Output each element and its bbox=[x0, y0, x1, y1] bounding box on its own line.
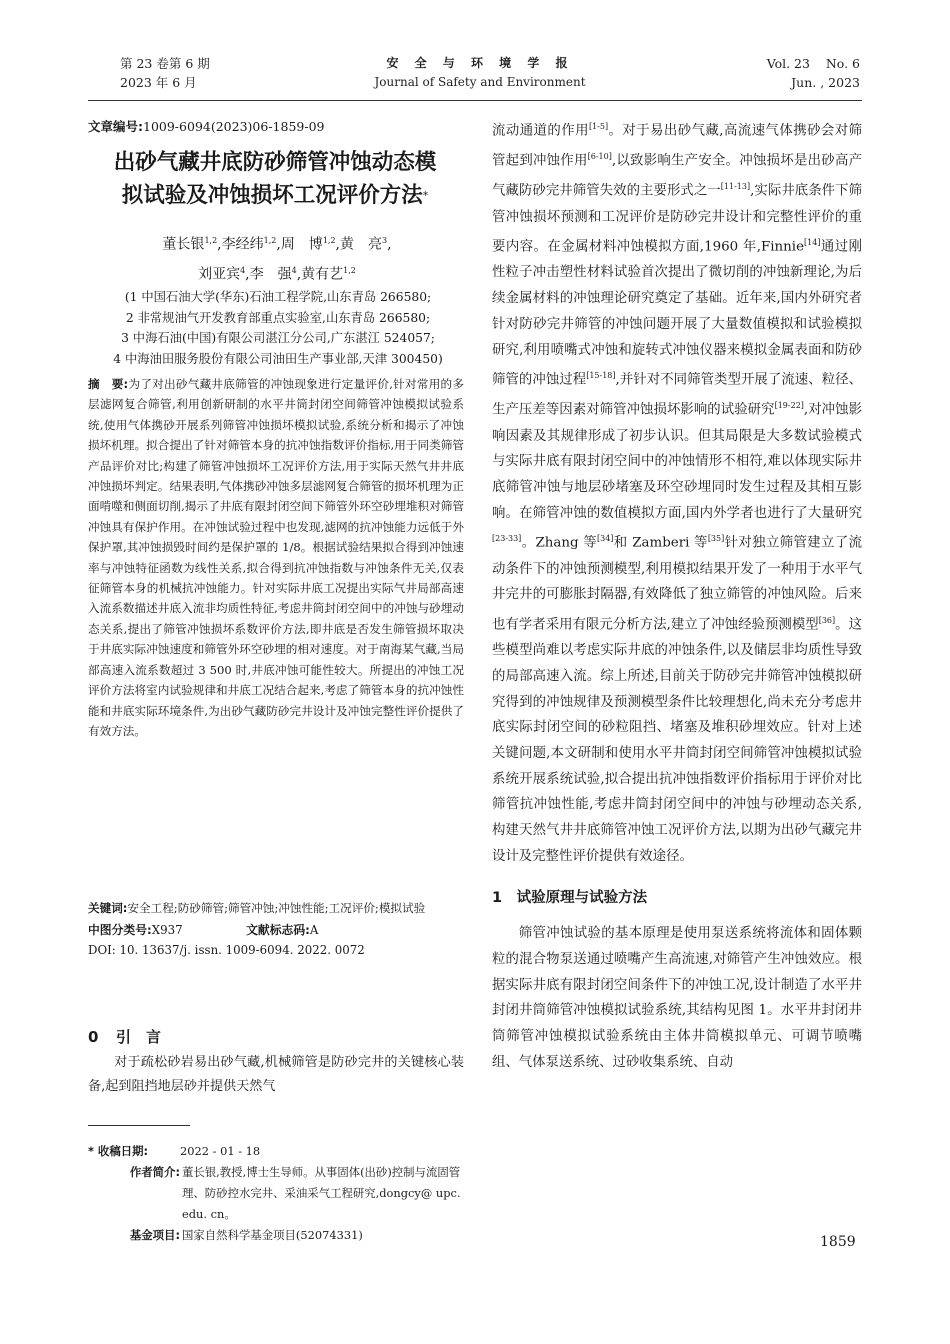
classification-value: X937 bbox=[151, 923, 183, 938]
abstract bbox=[88, 374, 464, 741]
footnote-rule bbox=[88, 1125, 190, 1126]
received-value: 2022 - 01 - 18 bbox=[180, 1144, 261, 1158]
text-run: 。对于易出砂气藏,高流速气体携砂会对筛管起到冲蚀作用 bbox=[492, 123, 863, 169]
author-affil-sup: 3 bbox=[382, 236, 388, 245]
citation-ref: [19-22] bbox=[774, 401, 804, 411]
citation-ref: [6-10] bbox=[587, 152, 612, 162]
affiliation-line: (1 中国石油大学(华东)石油工程学院,山东青岛 266580; bbox=[124, 290, 432, 304]
author-name: 李 强 bbox=[249, 266, 292, 283]
page-number: 1859 bbox=[820, 1234, 856, 1250]
title-footnote-mark: * bbox=[422, 189, 429, 202]
text-run: 。Zhang 等 bbox=[521, 535, 597, 551]
affiliation-line: 4 中海油田服务股份有限公司油田生产事业部,天津 300450) bbox=[113, 351, 443, 366]
doc-code-label: 文献标志码: bbox=[246, 923, 310, 938]
running-header-right bbox=[700, 54, 860, 92]
citation-ref: [14] bbox=[804, 238, 821, 248]
author-list: 董长银$^{1,2}$,李经纬$^{1,2}$,周 博$^{1,2}$,黄 亮$^3$, 刘亚宾$^4$,李 强$^4$,黄有艺$^{1,2}$ bbox=[162, 236, 392, 283]
text-run: 针对独立筛管建立了流动条件下的冲蚀预测模型,利用模拟结果开发了一种用于水平气井完井的可膨胀封隔器,有效降低了独立筛管的冲蚀风险。后来也有学者采用有限元分析方法,建立了冲蚀经验预测模型 bbox=[492, 535, 862, 633]
fund-value: 国家自然科学基金项目(52074331) bbox=[182, 1228, 363, 1242]
affiliation-line: 3 中海石油(中国)有限公司湛江分公司,广东湛江 524057; bbox=[121, 331, 435, 345]
citation-ref: [34] bbox=[597, 534, 614, 544]
running-header-left bbox=[120, 54, 320, 92]
intro-left-column bbox=[88, 1051, 464, 1099]
author-affil-sup: 4 bbox=[291, 265, 297, 275]
text-run: 和 Zamberi 等 bbox=[613, 535, 708, 551]
author-name: 黄 亮 bbox=[340, 236, 382, 253]
author-affil-sup: 1,2 bbox=[343, 265, 356, 275]
article-number bbox=[88, 117, 324, 135]
intro-paragraph: 对于疏松砂岩易出砂气藏,机械筛管是防砂完井的关键核心装备,起到阻挡地层砂并提供天然气 bbox=[88, 1055, 464, 1094]
text-run: 流动通道的作用 bbox=[492, 123, 589, 139]
doi: DOI: 10. 13637/j. issn. 1009-6094. 2022. 0072 bbox=[88, 943, 365, 958]
title-line-2: 拟试验及冲蚀损坏工况评价方法 bbox=[121, 183, 423, 208]
received-label: * 收稿日期: bbox=[88, 1144, 149, 1158]
abstract-label: 摘 要: bbox=[88, 377, 129, 391]
header-journal-cn: 安 全 与 环 境 学 报 bbox=[386, 56, 574, 70]
intro-continuation bbox=[492, 114, 862, 869]
citation-ref: [23-33] bbox=[492, 534, 522, 544]
right-column bbox=[492, 114, 862, 1075]
header-rule bbox=[88, 100, 862, 101]
citation-ref: [1-5] bbox=[588, 122, 609, 131]
abstract-text: 为了对出砂气藏井底筛管的冲蚀现象进行定量评价,针对常用的多层滤网复合筛管,利用创新研制的水平井筒封闭空间筛管冲蚀模拟试验系统,使用气体携砂开展系列筛管冲蚀损坏模拟试验,系统分析和揭示了冲蚀损坏机理。拟合提出了针对筛管本身的抗冲蚀指数评价指标,用于同类筛管产品评价对比;构建了筛管冲蚀损坏工况评价方法,用于实际天然气井井底冲蚀损坏判定。结果表明,气体携砂冲蚀多层滤网复合筛管的损坏机理为正面啃噬和侧面切削,揭示了井底有限封闭空间下筛管外环空砂埋堆积对筛管冲蚀具有保护作用。在冲蚀试验过程中也发现,滤网的抗冲蚀能力远低于外保护罩,其冲蚀损毁时间约是保护罩的 1/8。根据试验结果拟合得到冲蚀速率与冲蚀特征函数为线性关系,拟合得到抗冲蚀指数与冲蚀条件无关,仅表征筛管本身的机械抗冲蚀能力。针对实际井底工况提出实际气井局部高速入流系数描述井底入流非均质性特征,考虑井筒封闭空间中的冲蚀与砂埋动态关系,提出了筛管冲蚀损坏系数评价方法,即井底是否发生筛管损坏取决于井底实际冲蚀速度和筛管外环空砂埋的相对速度。对于南海某气藏,当局部高速入流系数超过 3 500 时,井底冲蚀可能性较大。所提出的冲蚀工况评价方法将室内试验规律和井底工况结合起来,考虑了筛管本身的抗冲蚀性能和井底实际环境条件,为出砂气藏防砂完井设计及冲蚀完整性评价提供了有效方法。 bbox=[88, 377, 465, 738]
section-1-heading: 1 试验原理与试验方法 bbox=[492, 890, 648, 907]
header-date-en: Jun. , 2023 bbox=[791, 75, 860, 90]
text-run: ,并针对不同筛管类型开展了流速、粒径、生产压差等因素对筛管冲蚀损坏影响的试验研究 bbox=[492, 372, 862, 418]
author-name: 黄有艺 bbox=[301, 266, 344, 283]
text-run: ,对冲蚀影响因素及其规律形成了初步认识。但其局限是大多数试验模式与实际井底有限封闭空间中的冲蚀情形不相符,难以体现实际井底筛管冲蚀与地层砂堵塞及环空砂埋同时发生过程及其相互影响。在筛管冲蚀的数值模拟方面,国内外学者也进行了大量研究 bbox=[492, 402, 862, 521]
header-volume-en: Vol. 23 No. 6 bbox=[766, 56, 860, 71]
paper-title bbox=[80, 146, 470, 212]
author-affil-sup: 1,2 bbox=[322, 236, 336, 245]
citation-ref: [36] bbox=[818, 615, 836, 625]
section-0-title: 引 言 bbox=[116, 1028, 162, 1046]
article-number-label: 文章编号: bbox=[88, 119, 143, 134]
section-0-heading bbox=[88, 1026, 161, 1047]
footnotes bbox=[88, 1141, 468, 1246]
text-run: ,实际井底条件下筛管冲蚀损坏预测和工况评价是防砂完井设计和完整性评价的重要内容。在金属材料冲蚀模拟方面,1960 年,Finnie bbox=[492, 183, 862, 255]
doc-code-value: A bbox=[309, 923, 319, 938]
affiliation-line: 2 非常规油气开发教育部重点实验室,山东青岛 266580; bbox=[125, 310, 431, 325]
header-journal-en: Journal of Safety and Environment bbox=[374, 75, 586, 89]
citation-ref: [11-13] bbox=[720, 182, 751, 192]
author-name: 李经纬 bbox=[221, 236, 264, 253]
text-run: ,以致影响生产安全。冲蚀损坏是出砂高产气藏防砂完井筛管失效的主要形式之一 bbox=[492, 153, 862, 199]
fund-label: 基金项目: bbox=[129, 1228, 180, 1242]
header-volume-cn: 第 23 卷第 6 期 bbox=[120, 56, 210, 71]
author-affil-sup: 4 bbox=[240, 265, 246, 275]
author-name: 周 博 bbox=[280, 236, 323, 253]
keywords-text: 安全工程;防砂筛管;筛管冲蚀;冲蚀性能;工况评价;模拟试验 bbox=[127, 901, 426, 915]
author-bio-value: 董长银,教授,博士生导师。从事固体(出砂)控制与流固管理、防砂控水完井、采油采气工程研究,dongcy@ upc. edu. cn。 bbox=[182, 1165, 461, 1221]
citation-ref: [15-18] bbox=[586, 371, 616, 381]
keywords-label: 关键词: bbox=[88, 901, 128, 915]
author-bio-label: 作者简介: bbox=[129, 1165, 180, 1179]
running-header-center bbox=[330, 54, 630, 92]
article-number-value: 1009-6094(2023)06-1859-09 bbox=[143, 119, 325, 134]
author-affil-sup: 1,2 bbox=[263, 236, 277, 245]
citation-ref: [35] bbox=[707, 534, 725, 544]
text-run: 通过刚性粒子冲击塑性材料试验首次提出了微切削的冲蚀新理论,为后续金属材料的冲蚀理论研究奠定了基础。近年来,国内外研究者针对防砂完井筛管的冲蚀问题开展了大量数值模拟和试验模拟研究,利用喷嘴式冲蚀和旋转式冲蚀仪器来模拟金属表面和防砂筛管的冲蚀过程 bbox=[492, 239, 862, 388]
classification-label: 中图分类号: bbox=[88, 923, 152, 938]
section-0-number: 0 bbox=[88, 1028, 99, 1046]
keywords bbox=[88, 898, 464, 960]
author-name: 董长银 bbox=[162, 236, 205, 253]
section-1-paragraph: 筛管冲蚀试验的基本原理是使用泵送系统将流体和固体颗粒的混合物泵送通过喷嘴产生高流速,对筛管产生冲蚀效应。根据实际井底有限封闭空间条件下的冲蚀工况,设计制造了水平井封闭井筒筛管冲蚀模拟试验系统,其结构见图 1。水平井封闭井筒筛管冲蚀模拟试验系统由主体井筒模拟单元、可调节喷嘴组、气体泵送系统、过砂收集系统、自动 bbox=[492, 926, 862, 1070]
text-run: 。这些模型尚难以考虑实际井底的冲蚀条件,以及储层非均质性导致的局部高速入流。综上所述,目前关于防砂完井筛管冲蚀模拟研究得到的冲蚀规律及预测模型条件比较理想化,尚未充分考虑井底实际封闭空间的砂粒阻挡、堵塞及堆积砂埋效应。针对上述关键问题,本文研制和使用水平井筒封闭空间筛管冲蚀模拟试验系统开展系统试验,拟合提出抗冲蚀指数评价指标用于评价对比筛管抗冲蚀性能,考虑井筒封闭空间中的冲蚀与砂埋动态关系,构建天然气井井底筛管冲蚀工况评价方法,以期为出砂气藏完井设计及完整性评价提供有效途径。 bbox=[492, 617, 862, 864]
header-date-cn: 2023 年 6 月 bbox=[120, 75, 197, 90]
author-affil-sup: 1,2 bbox=[204, 236, 218, 245]
title-line-1: 出砂气藏井底防砂筛管冲蚀动态模 bbox=[113, 150, 437, 175]
affiliations bbox=[84, 287, 472, 369]
author-name: 刘亚宾 bbox=[198, 266, 241, 283]
